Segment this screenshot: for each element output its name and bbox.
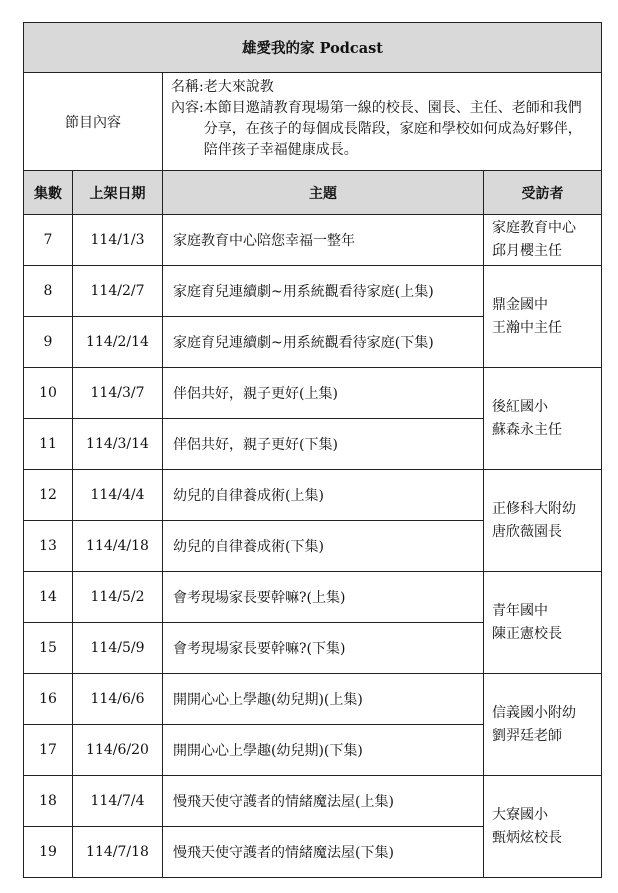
release-date: 114/4/4 bbox=[73, 470, 163, 521]
header-date: 上架日期 bbox=[73, 171, 163, 215]
guest-cell bbox=[484, 368, 602, 470]
episode-topic: 開開心心上學趣(幼兒期)(下集) bbox=[163, 725, 484, 776]
guest-name: 邱月櫻主任 bbox=[492, 243, 562, 259]
episode-number: 16 bbox=[24, 674, 73, 725]
table-row bbox=[24, 215, 602, 266]
guest-cell bbox=[484, 215, 602, 266]
release-date: 114/5/9 bbox=[73, 623, 163, 674]
guest-name: 王瀚中主任 bbox=[492, 319, 562, 336]
episode-topic: 家庭育兒連續劇~用系統觀看待家庭(下集) bbox=[163, 317, 484, 368]
guest-organization: 家庭教育中心 bbox=[492, 220, 576, 236]
episode-topic: 幼兒的自律養成術(下集) bbox=[163, 521, 484, 572]
header-guest: 受訪者 bbox=[484, 171, 602, 215]
episode-number: 10 bbox=[24, 368, 73, 419]
episode-topic: 開開心心上學趣(幼兒期)(上集) bbox=[163, 674, 484, 725]
table-row bbox=[24, 266, 602, 317]
guest-cell bbox=[484, 572, 602, 674]
program-description-key: 內容: bbox=[171, 100, 204, 116]
release-date: 114/7/4 bbox=[73, 776, 163, 827]
episode-topic: 慢飛天使守護者的情緒魔法屋(下集) bbox=[163, 827, 484, 878]
header-topic: 主題 bbox=[163, 171, 484, 215]
program-description-line bbox=[171, 98, 595, 161]
release-date: 114/4/18 bbox=[73, 521, 163, 572]
episode-topic: 會考現場家長要幹嘛?(下集) bbox=[163, 623, 484, 674]
episode-topic: 幼兒的自律養成術(上集) bbox=[163, 470, 484, 521]
table-row bbox=[24, 470, 602, 521]
guest-organization: 正修科大附幼 bbox=[492, 500, 576, 517]
guest-name: 甄炳炫校長 bbox=[492, 829, 562, 846]
episode-number: 9 bbox=[24, 317, 73, 368]
release-date: 114/3/7 bbox=[73, 368, 163, 419]
table-row bbox=[24, 572, 602, 623]
program-name-value: 老大來說教 bbox=[203, 79, 274, 95]
episode-number: 17 bbox=[24, 725, 73, 776]
guest-organization: 青年國中 bbox=[492, 602, 548, 619]
episode-number: 19 bbox=[24, 827, 73, 878]
episode-topic: 會考現場家長要幹嘛?(上集) bbox=[163, 572, 484, 623]
program-description-value: 本節目邀請教育現場第一線的校長、園長、主任、老師和我們分享，在孩子的每個成長階段，家庭和學校如何成為好夥伴，陪伴孩子幸福健康成長。 bbox=[203, 100, 582, 158]
guest-name: 陳正憲校長 bbox=[492, 625, 562, 642]
release-date: 114/7/18 bbox=[73, 827, 163, 878]
episode-number: 13 bbox=[24, 521, 73, 572]
guest-cell bbox=[484, 266, 602, 368]
episode-topic: 家庭育兒連續劇~用系統觀看待家庭(上集) bbox=[163, 266, 484, 317]
table-row bbox=[24, 776, 602, 827]
guest-cell bbox=[484, 674, 602, 776]
episode-number: 18 bbox=[24, 776, 73, 827]
table-header-row bbox=[24, 171, 602, 215]
guest-name: 劉羿廷老師 bbox=[492, 727, 562, 744]
program-content-label: 節目內容 bbox=[24, 73, 163, 171]
release-date: 114/6/20 bbox=[73, 725, 163, 776]
episode-topic: 伴侶共好，親子更好(下集) bbox=[163, 419, 484, 470]
episode-topic: 慢飛天使守護者的情緒魔法屋(上集) bbox=[163, 776, 484, 827]
episode-topic: 伴侶共好，親子更好(上集) bbox=[163, 368, 484, 419]
episode-number: 15 bbox=[24, 623, 73, 674]
release-date: 114/6/6 bbox=[73, 674, 163, 725]
episode-topic: 家庭教育中心陪您幸福一整年 bbox=[163, 215, 484, 266]
guest-cell bbox=[484, 470, 602, 572]
release-date: 114/2/14 bbox=[73, 317, 163, 368]
episode-number: 12 bbox=[24, 470, 73, 521]
release-date: 114/2/7 bbox=[73, 266, 163, 317]
page-title: 雄愛我的家 Podcast bbox=[24, 23, 602, 73]
program-name-key: 名稱: bbox=[171, 79, 204, 95]
table-row bbox=[24, 368, 602, 419]
table-row bbox=[24, 674, 602, 725]
guest-cell bbox=[484, 776, 602, 878]
episode-number: 14 bbox=[24, 572, 73, 623]
guest-name: 蘇森永主任 bbox=[492, 421, 562, 438]
episode-number: 7 bbox=[24, 215, 73, 266]
release-date: 114/5/2 bbox=[73, 572, 163, 623]
program-content bbox=[163, 73, 602, 171]
guest-name: 唐欣薇園長 bbox=[492, 523, 562, 540]
program-name-line bbox=[171, 77, 595, 98]
guest-organization: 後紅國小 bbox=[492, 398, 548, 415]
episode-number: 11 bbox=[24, 419, 73, 470]
header-episode: 集數 bbox=[24, 171, 73, 215]
podcast-schedule-table bbox=[23, 22, 602, 878]
episode-number: 8 bbox=[24, 266, 73, 317]
guest-organization: 鼎金國中 bbox=[492, 296, 548, 313]
guest-organization: 大寮國小 bbox=[492, 806, 548, 823]
guest-organization: 信義國小附幼 bbox=[492, 704, 576, 721]
release-date: 114/3/14 bbox=[73, 419, 163, 470]
release-date: 114/1/3 bbox=[73, 215, 163, 266]
